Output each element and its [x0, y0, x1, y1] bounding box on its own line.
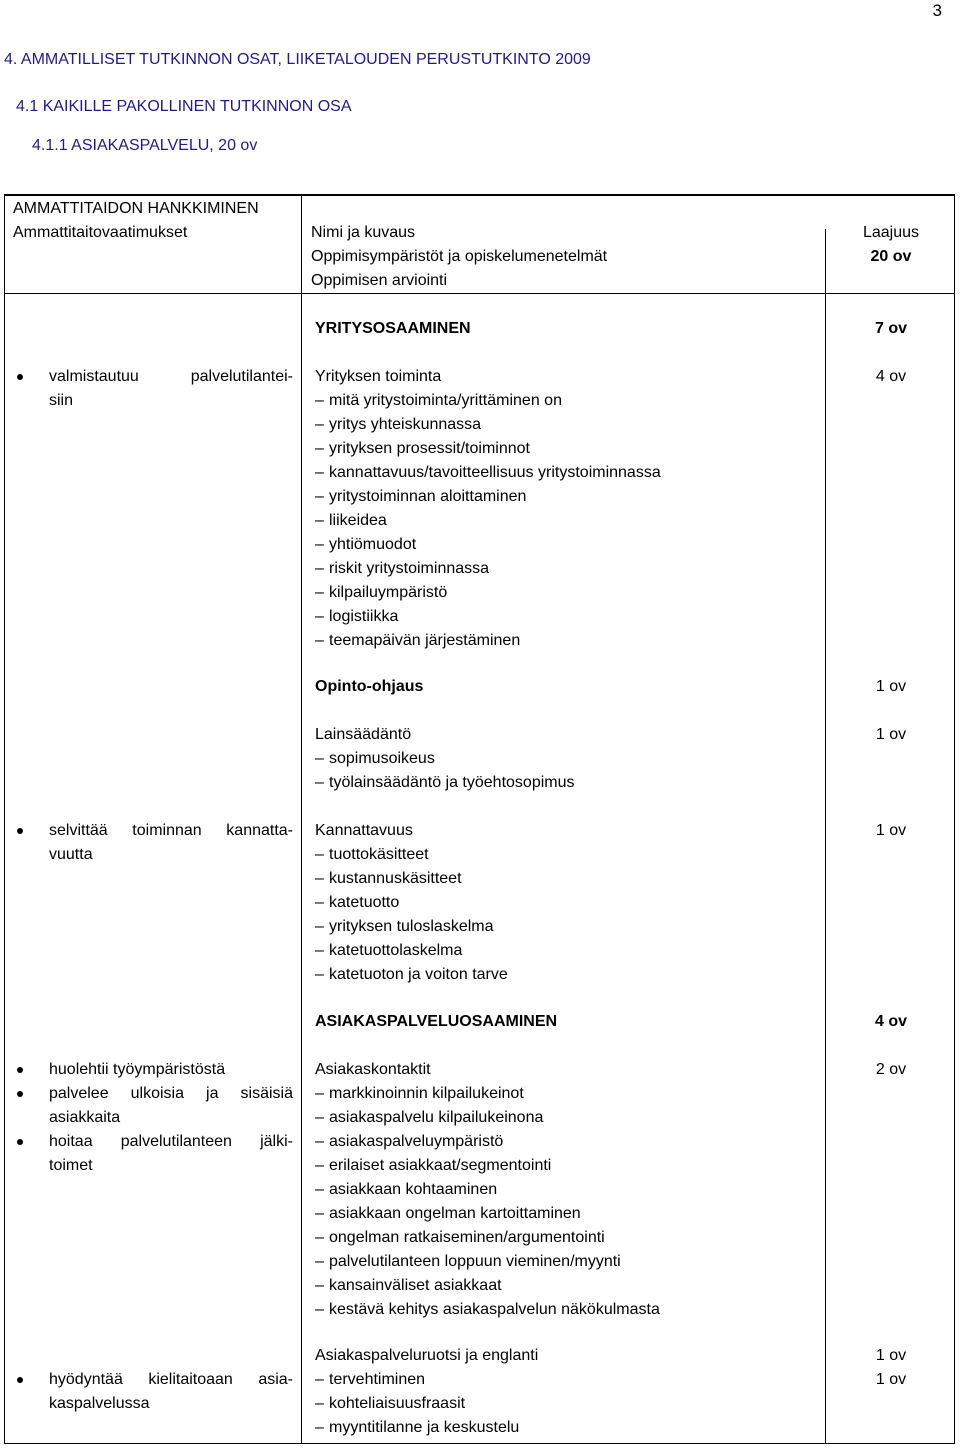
topic-item: – yhtiömuodot — [315, 533, 815, 557]
column-header-line: Oppimisen arviointi — [311, 272, 448, 289]
bullet-icon — [17, 1377, 23, 1383]
heading-2: 4.1 KAIKILLE PAKOLLINEN TUTKINNON OSA — [16, 98, 352, 115]
column-header-scope — [831, 221, 951, 269]
topic-title: Asiakaspalveluruotsi ja englanti — [315, 1347, 539, 1364]
topic-item: – riskit yritystoiminnassa — [315, 557, 815, 581]
topic-item: – erilaiset asiakkaat/segmentointi — [315, 1154, 815, 1178]
column-header-line: Nimi ja kuvaus — [311, 224, 416, 241]
table-divider-header-bottom — [5, 293, 954, 294]
topic-item: – katetuoton ja voiton tarve — [315, 963, 815, 987]
requirement-text: palvelee ulkoisia ja sisäisiä asiakkaita — [49, 1085, 293, 1126]
topic-opinto-ohjaus: Opinto-ohjaus — [315, 678, 424, 695]
requirement-bullet — [5, 1368, 301, 1416]
topic-item: – myyntitilanne ja keskustelu — [315, 1416, 815, 1440]
topic-item: – asiakkaan kohtaaminen — [315, 1178, 815, 1202]
amount-yrityksen-toiminta: 4 ov — [875, 368, 907, 385]
amount-asiakaskontaktit: 2 ov — [875, 1061, 907, 1078]
amount-kannattavuus: 1 ov — [875, 822, 907, 839]
bullet-icon — [17, 374, 23, 380]
curriculum-table — [4, 194, 955, 1444]
topic-item: – kannattavuus/tavoitteellisuus yritystoiminnassa — [315, 461, 815, 485]
amount-lainsaadanto: 1 ov — [875, 726, 907, 743]
bullet-icon — [17, 828, 23, 834]
column-header-line: Oppimisympäristöt ja opiskelumenetelmät — [311, 248, 608, 265]
table-divider-header-top — [5, 195, 954, 196]
topic-kannattavuus — [315, 819, 815, 987]
bullet-icon — [17, 1067, 23, 1073]
topic-item: – teemapäivän järjestäminen — [315, 629, 815, 653]
topic-item: – kohteliaisuusfraasit — [315, 1392, 815, 1416]
scope-label: Laajuus — [862, 224, 920, 241]
column-header-description — [311, 221, 811, 293]
table-title: AMMATTITAIDON HANKKIMINEN — [13, 200, 259, 217]
topic-item: – tervehtiminen — [315, 1368, 815, 1392]
requirement-text: huolehtii työympäristöstä — [49, 1061, 226, 1078]
topic-item: – yrityksen prosessit/toiminnot — [315, 437, 815, 461]
column-header-requirements: Ammattitaitovaatimukset — [13, 224, 188, 241]
requirement-text: valmistautuu palvelutilantei- siin — [49, 368, 293, 409]
table-divider-col1 — [301, 195, 302, 1443]
topic-item: – kustannuskäsitteet — [315, 867, 815, 891]
requirement-text: selvittää toiminnan kannatta- vuutta — [49, 822, 293, 863]
amount-asiakaspalvelukielet — [831, 1344, 951, 1392]
topic-title: Kannattavuus — [315, 822, 413, 839]
requirement-bullet — [5, 819, 301, 867]
topic-item: – asiakaspalvelu kilpailukeinona — [315, 1106, 815, 1130]
topic-item: – liikeidea — [315, 509, 815, 533]
topic-item: – markkinoinnin kilpailukeinot — [315, 1082, 815, 1106]
amount-opinto-ohjaus: 1 ov — [875, 678, 907, 695]
topic-item: – ongelman ratkaiseminen/argumentointi — [315, 1226, 815, 1250]
topic-asiakaspalvelukielet — [315, 1344, 815, 1440]
requirement-text: hoitaa palvelutilanteen jälki- toimet — [49, 1133, 293, 1174]
section-title-asiakaspalveluosaaminen: ASIAKASPALVELUOSAAMINEN — [315, 1013, 558, 1030]
topic-item: – työlainsäädäntö ja työehtosopimus — [315, 771, 815, 795]
amount-value: 1 ov — [875, 1371, 907, 1388]
topic-item: – kilpailuympäristö — [315, 581, 815, 605]
heading-3: 4.1.1 ASIAKASPALVELU, 20 ov — [32, 137, 258, 154]
requirement-bullet — [5, 365, 301, 413]
topic-title: Lainsäädäntö — [315, 726, 412, 743]
topic-item: – katetuottolaskelma — [315, 939, 815, 963]
topic-item: – asiakkaan ongelman kartoittaminen — [315, 1202, 815, 1226]
topic-asiakaskontaktit — [315, 1058, 815, 1322]
heading-1: 4. AMMATILLISET TUTKINNON OSAT, LIIKETALOUDEN PERUSTUTKINTO 2009 — [4, 51, 591, 68]
topic-item: – yritystoiminnan aloittaminen — [315, 485, 815, 509]
requirement-text: hyödyntää kielitaitoaan asia- kaspalvelussa — [49, 1371, 293, 1412]
requirement-bullet — [5, 1058, 301, 1082]
bullet-icon — [17, 1139, 23, 1145]
scope-total: 20 ov — [870, 248, 912, 265]
topic-item: – sopimusoikeus — [315, 747, 815, 771]
topic-item: – yrityksen tuloslaskelma — [315, 915, 815, 939]
requirement-bullet — [5, 1082, 301, 1130]
section-amount-asiakaspalveluosaaminen: 4 ov — [874, 1013, 907, 1030]
section-title-yritysosaaminen: YRITYSOSAAMINEN — [315, 320, 471, 337]
topic-item: – asiakaspalveluympäristö — [315, 1130, 815, 1154]
section-amount-yritysosaaminen: 7 ov — [874, 320, 907, 337]
topic-item: – kestävä kehitys asiakaspalvelun näkökulmasta — [315, 1298, 815, 1322]
topic-title: Asiakaskontaktit — [315, 1061, 431, 1078]
topic-item: – katetuotto — [315, 891, 815, 915]
topic-item: – yritys yhteiskunnassa — [315, 413, 815, 437]
amount-value: 1 ov — [875, 1347, 907, 1364]
bullet-icon — [17, 1091, 23, 1097]
topic-item: – mitä yritystoiminta/yrittäminen on — [315, 389, 815, 413]
topic-item: – logistiikka — [315, 605, 815, 629]
requirement-bullet — [5, 1130, 301, 1178]
topic-title: Yrityksen toiminta — [315, 368, 442, 385]
topic-item: – tuottokäsitteet — [315, 843, 815, 867]
topic-item: – palvelutilanteen loppuun vieminen/myynti — [315, 1250, 815, 1274]
topic-item: – kansainväliset asiakkaat — [315, 1274, 815, 1298]
table-divider-col2 — [825, 229, 826, 1443]
topic-lainsaadanto — [315, 723, 815, 795]
topic-yrityksen-toiminta — [315, 365, 815, 653]
page-number: 3 — [932, 1, 942, 20]
